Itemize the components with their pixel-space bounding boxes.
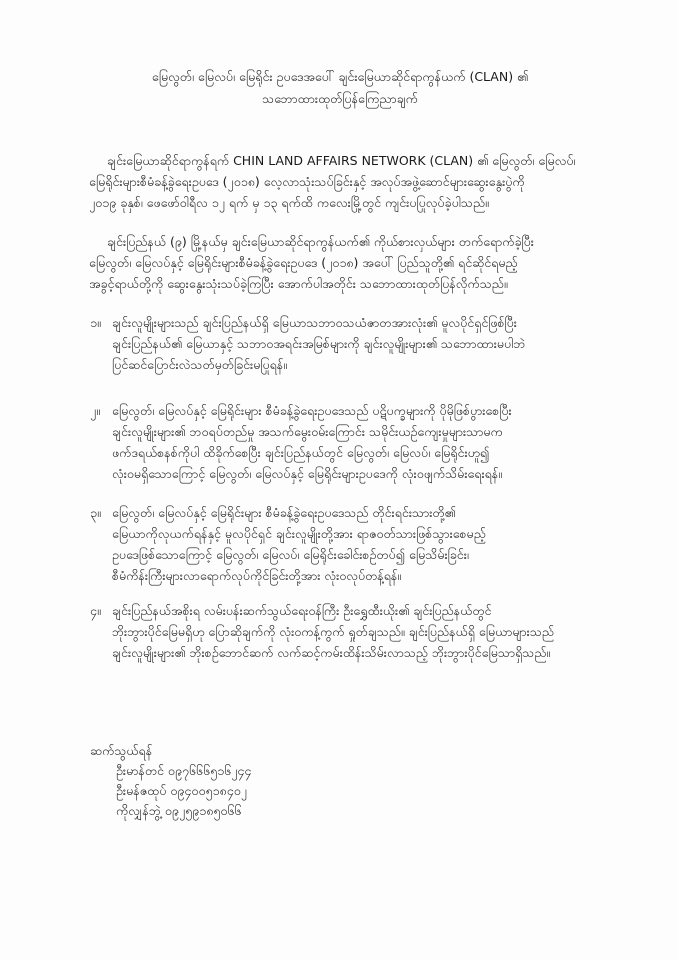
- point-text: [112, 600, 554, 663]
- contact-person: ကိုလျှန်ဘွဲ့ ၀၉၂၅၉၁၈၅၀၆၆: [116, 803, 242, 818]
- title-line-1: မြေလွတ်၊ မြေလပ်၊ မြေရိုင်း ဥပဒေအပေါ် ချင်းမြေယာဆိုင်ရာကွန်ယက် (CLAN) ၏: [151, 69, 529, 84]
- point-3: [90, 502, 610, 592]
- point-line: ချင်းလူမျိုးများသည် ချင်းပြည်နယ်ရှိ မြေယာသဘာဝသယံဇာတအားလုံး၏ မူလပိုင်ရှင်ဖြစ်ပြီး: [112, 315, 517, 330]
- title-line-2: သဘောထားထုတ်ပြန်ကြေညာချက်: [262, 91, 418, 106]
- intro-line: မြေလွတ်၊ မြေလပ်နှင့် မြေရိုင်းများစီမံခန့်ခွဲရေးဥပဒေ (၂၀၁၈) အပေါ် ပြည်သူတို့၏ ရင်ဆိုင်ရမည့်: [89, 255, 518, 270]
- point-text: [112, 502, 486, 586]
- point-line: ချင်းပြည်နယ်အစိုးရ လမ်းပန်းဆက်သွယ်ရေးဝန်ကြီး ဦးရွှေထီးယိုး၏ ချင်းပြည်နယ်တွင်: [112, 603, 492, 618]
- point-line: ဘိုးဘွားပိုင်မြေမရှိဟု ပြောဆိုချက်ကို လုံးဝကန့်ကွက် ရှုတ်ချသည်။ ချင်းပြည်နယ်ရှိ မြေယာများသည်: [112, 624, 555, 639]
- intro-line: မြေရိုင်းများစီမံခန့်ခွဲရေးဥပဒေ (၂၀၁၈) လေ့လာသုံးသပ်ခြင်းနှင့် အလုပ်အဖွဲ့ဆောင်များဆွေးနွေးပွဲကို: [89, 174, 525, 189]
- contact-block: [90, 741, 251, 821]
- intro-paragraph-2: [89, 231, 534, 294]
- point-2: [90, 400, 610, 490]
- point-line: ဖက်ဒရယ်စနစ်ကိုပါ ထိခိုက်စေပြီး ချင်းပြည်နယ်တွင် မြေလွတ်၊ မြေလပ်၊ မြေရိုင်းဟူ၍: [112, 445, 490, 460]
- intro-line: ချင်းမြေယာဆိုင်ရာကွန်ရက် CHIN LAND AFFAIRS NETWORK (CLAN) ၏ မြေလွတ်၊ မြေလပ်၊: [107, 153, 576, 168]
- intro-line: ချင်းပြည်နယ် (၉) မြို့နယ်မှ ချင်းမြေယာဆိုင်ရာကွန်ယက်၏ ကိုယ်စားလှယ်များ တက်ရောက်ခဲ့ပြီး: [107, 234, 534, 249]
- point-line: မြေလွတ်၊ မြေလပ်နှင့် မြေရိုင်းများ စီမံခန့်ခွဲရေးဥပဒေသည် တိုင်းရင်းသားတို့၏: [112, 505, 456, 520]
- point-line: လုံးဝမရှိသောကြောင့် မြေလွတ်၊ မြေလပ်နှင့် မြေရိုင်းများဥပဒေကို လုံးဝဖျက်သိမ်းရေးရန်။: [112, 466, 503, 481]
- point-text: [112, 312, 525, 375]
- point-number: ၁။: [90, 315, 101, 330]
- document-title: [90, 66, 590, 110]
- point-line: ချင်းလူမျိုးများ၏ ဘိုးစဉ်ဘောင်ဆက် လက်ဆင့်ကမ်းထိန်းသိမ်းလာသည့် ဘိုးဘွားပိုင်မြေသာရှိသည်။: [112, 645, 551, 660]
- point-line: စီမံကိန်းကြီးများလာရောက်လုပ်ကိုင်ခြင်းတို့အား လုံးဝလုပ်တန့်ရန်။: [112, 568, 402, 583]
- contact-heading: ဆက်သွယ်ရန်: [90, 743, 153, 758]
- point-line: ပြင်ဆင်ပြောင်းလဲသတ်မှတ်ခြင်းမပြုရန်။: [112, 357, 288, 372]
- point-line: ချင်းပြည်နယ်၏ မြေယာနှင့် သဘာဝအရင်းအမြစ်များကို ချင်းလူမျိုးများ၏ သဘောထားမပါဘဲ: [112, 336, 526, 351]
- intro-line: ၂၀၁၉ ခုနှစ်၊ ဖေဖော်ဝါရီလ ၁၂ ရက် မှ ၁၃ ရက်ထိ ကလေးမြို့တွင် ကျင်းပပြုလုပ်ခဲ့ပါသည်။: [89, 195, 489, 210]
- intro-line: အခွင့်ရာယ်တို့ကို ဆွေးနွေးသုံးသပ်ခဲ့ကြပြီး အောက်ပါအတိုင်း သဘောထားထုတ်ပြန်လိုက်သည်။: [89, 276, 508, 291]
- point-line: ဥပဒေဖြစ်သောကြောင့် မြေလွတ်၊ မြေလပ်၊ မြေရိုင်းခေါင်းစဉ်တပ်၍ မြေသိမ်းခြင်း၊: [112, 547, 469, 562]
- point-number: ၂။: [90, 403, 100, 418]
- point-line: မြေယာကိုလုယက်ရန်နှင့် မူလပိုင်ရှင် ချင်းလူမျိုးတို့အား ရာဇဝတ်သားဖြစ်သွားစေမည့်: [112, 526, 486, 541]
- intro-paragraph-1: [89, 150, 576, 213]
- point-number: ၄။: [90, 603, 101, 618]
- point-4: [90, 600, 630, 670]
- point-text: [112, 400, 512, 484]
- point-line: ချင်းလူမျိုးများ၏ ဘဝရပ်တည်မှု အသက်မွေးဝမ်းကြောင်း သမိုင်းယဉ်ကျေးမှုများသာမက: [112, 424, 503, 439]
- contact-person: ဦးမန်ဇထုပ် ၀၉၄၀၀၅၁၈၄၀၂: [116, 783, 247, 798]
- contact-person: ဦးမာန်တင် ၀၉၇၆၆၆၅၁၆၂၄၄: [116, 763, 252, 778]
- point-number: ၃။: [90, 505, 101, 520]
- point-line: မြေလွတ်၊ မြေလပ်နှင့် မြေရိုင်းများ စီမံခန့်ခွဲရေးဥပဒေသည် ပဋိပက္ခများကို ပိုမိုဖြစ်ပွားစေပြီး: [112, 403, 512, 418]
- point-1: [90, 312, 610, 382]
